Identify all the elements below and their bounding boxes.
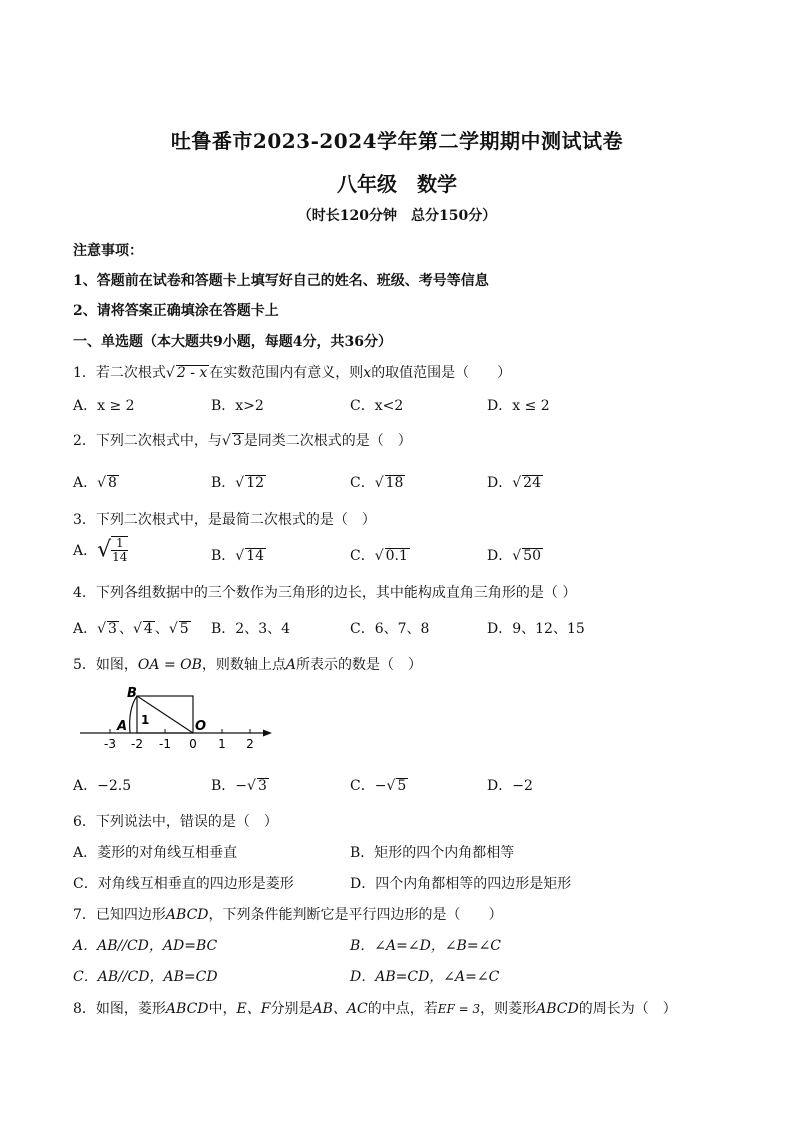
exam-subtitle: 八年级 数学: [337, 172, 457, 196]
q4-stem: 4．下列各组数据中的三个数作为三角形的边长，其中能构成直角三角形的是（ ）: [73, 585, 577, 601]
q1-option-b: B．x>2: [211, 398, 264, 414]
tick-label: -2: [131, 737, 143, 751]
q1-option-c: C．x<2: [350, 398, 404, 414]
q5-stem: 5．如图，OA = OB，则数轴上点A所表示的数是（ ）: [73, 657, 423, 673]
q7-stem: 7．已知四边形ABCD，下列条件能判断它是平行四边形的是（ ）: [73, 907, 503, 923]
q3-option-a: A．√ $\frac{1}{14}$: [73, 536, 128, 564]
q7-option-c: C．AB//CD，AB=CD: [73, 969, 218, 985]
axis-arrow: [263, 730, 272, 737]
q2-option-a: A．√ 8: [73, 475, 117, 491]
q5-option-b: B．−√ 3: [211, 778, 267, 794]
q3-option-b: B．√ 14: [211, 548, 265, 564]
tick-label: 0: [189, 737, 197, 751]
q5-option-d: D．−2: [487, 778, 533, 794]
q1-stem: 1．若二次根式√ 2 - x 在实数范围内有意义，则x的取值范围是（ ）: [73, 365, 512, 381]
point-o-label: O: [195, 719, 207, 734]
q4-option-d: D．9、12、15: [487, 621, 585, 637]
q3-option-c: C．√ 0.1: [350, 548, 408, 564]
tick-label: -3: [104, 737, 116, 751]
q2-option-b: B．√ 12: [211, 475, 265, 491]
q8-stem: 8．如图，菱形ABCD中，E、F分别是AB、AC的中点，若EF = 3，则菱形ABCD的周长为（ ）: [73, 1001, 677, 1017]
q2-option-c: C．√ 18: [350, 475, 404, 491]
q7-option-d: D．AB=CD，∠A=∠C: [350, 969, 500, 985]
q3-stem: 3．下列二次根式中，是最简二次根式的是（ ）: [73, 512, 376, 528]
q1-option-d: D．x ≤ 2: [487, 398, 550, 414]
notes-item-2: 2、请将答案正确填涂在答题卡上: [73, 303, 279, 319]
q6-stem: 6．下列说法中，错误的是（ ）: [73, 814, 278, 830]
tick-label: -1: [159, 737, 171, 751]
tick-label: 1: [218, 737, 226, 751]
q6-option-d: D．四个内角都相等的四边形是矩形: [350, 876, 572, 892]
notes-heading: 注意事项：: [73, 243, 143, 259]
q5-option-a: A．−2.5: [73, 778, 132, 794]
exam-duration: （时长120分钟 总分150分）: [297, 208, 497, 224]
q2-stem: 2．下列二次根式中，与√ 3 是同类二次根式的是（ ）: [73, 433, 412, 449]
exam-title: 吐鲁番市2023-2024学年第二学期期中测试试卷: [170, 129, 624, 153]
number-line-figure: [75, 683, 280, 753]
q7-option-a: A．AB//CD，AD=BC: [73, 938, 218, 954]
q4-option-a: A．√ 3 、√ 4 、√ 5: [73, 621, 189, 637]
q3-option-d: D．√ 50: [487, 548, 541, 564]
point-a-label: A: [117, 719, 128, 734]
q2-option-d: D．√ 24: [487, 475, 541, 491]
section-1-heading: 一、单选题（本大题共9小题，每题4分，共36分）: [73, 334, 392, 350]
point-b-label: B: [127, 686, 137, 701]
tick-label: 2: [246, 737, 254, 751]
q4-option-c: C．6、7、8: [350, 621, 430, 637]
side-length-label: 1: [141, 713, 150, 727]
q5-option-c: C．−√ 5: [350, 778, 407, 794]
q6-option-b: B．矩形的四个内角都相等: [350, 845, 515, 861]
arc-b-to-a: [130, 696, 137, 733]
q6-option-c: C．对角线互相垂直的四边形是菱形: [73, 876, 294, 892]
q7-option-b: B．∠A=∠D，∠B=∠C: [350, 938, 502, 954]
q6-option-a: A．菱形的对角线互相垂直: [73, 845, 238, 861]
q1-option-a: A．x ≥ 2: [73, 398, 135, 414]
q4-option-b: B．2、3、4: [211, 621, 291, 637]
notes-item-1: 1、答题前在试卷和答题卡上填写好自己的姓名、班级、考号等信息: [73, 273, 489, 289]
